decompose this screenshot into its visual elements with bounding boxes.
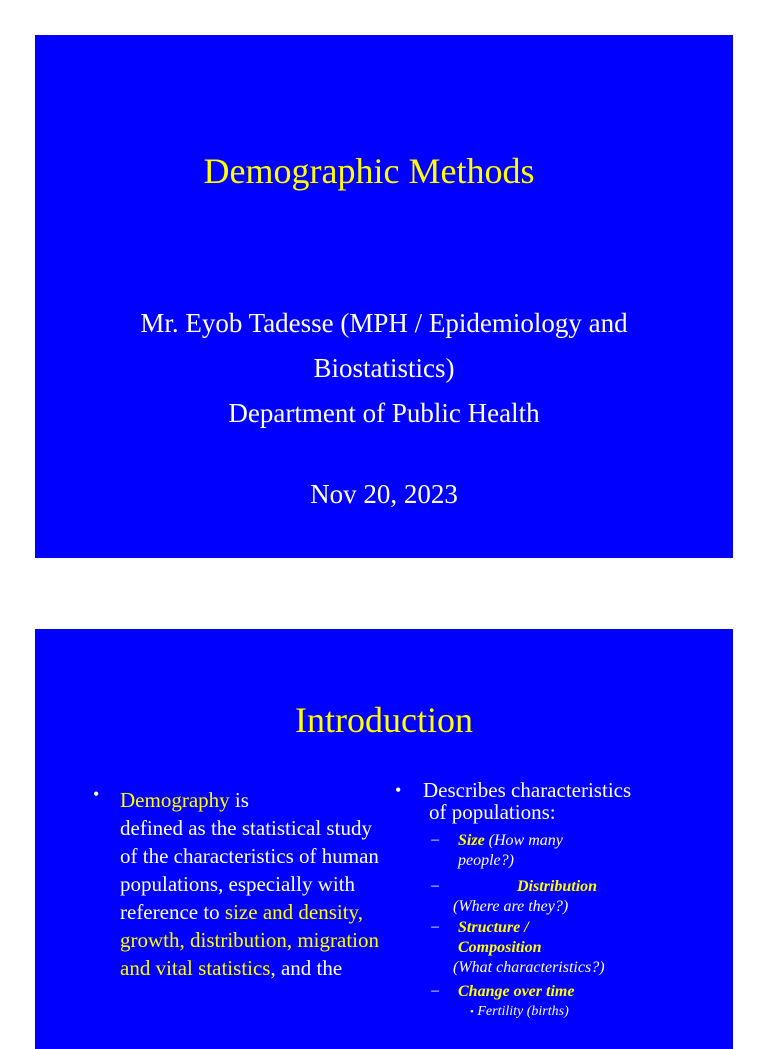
dash-icon: – [431, 831, 439, 848]
dash-icon: – [431, 877, 439, 894]
left-bullet-text: Demography is defined as the statistical study of the characteristics of human populations, especially with reference to size and density, growth, distribution, migration and vital statistics, and the [120, 788, 379, 980]
sub-list-item: • Fertility (births) [470, 1004, 569, 1019]
dash-icon: – [431, 918, 439, 935]
slide-title: Demographic Methods [203, 151, 535, 191]
author-line-2: Biostatistics) [313, 353, 455, 383]
author-block [35, 301, 733, 436]
right-bullet-text: Describes characteristics of populations: [423, 778, 632, 824]
department: Department of Public Health [228, 398, 540, 428]
author-line-1: Mr. Eyob Tadesse (MPH / Epidemiology and [140, 308, 628, 338]
list-item: Change over time [458, 983, 575, 1000]
bullet-icon: • [395, 780, 402, 800]
introduction-slide [35, 629, 733, 1049]
list-item: Distribution (Where are they?) [453, 878, 598, 915]
dash-icon: – [431, 982, 439, 999]
highlight-term: Demography [120, 788, 230, 812]
title-slide [35, 35, 733, 558]
slide-title: Introduction [295, 700, 473, 740]
bullet-icon: • [93, 784, 100, 804]
list-item: Structure / Composition (What characteristics?) [453, 919, 605, 976]
presentation-date: Nov 20, 2023 [310, 479, 458, 509]
list-item: Size (How many people?) [458, 832, 563, 869]
highlight-phrase: size and density, growth, distribution, migration and vital statistics [120, 900, 379, 980]
